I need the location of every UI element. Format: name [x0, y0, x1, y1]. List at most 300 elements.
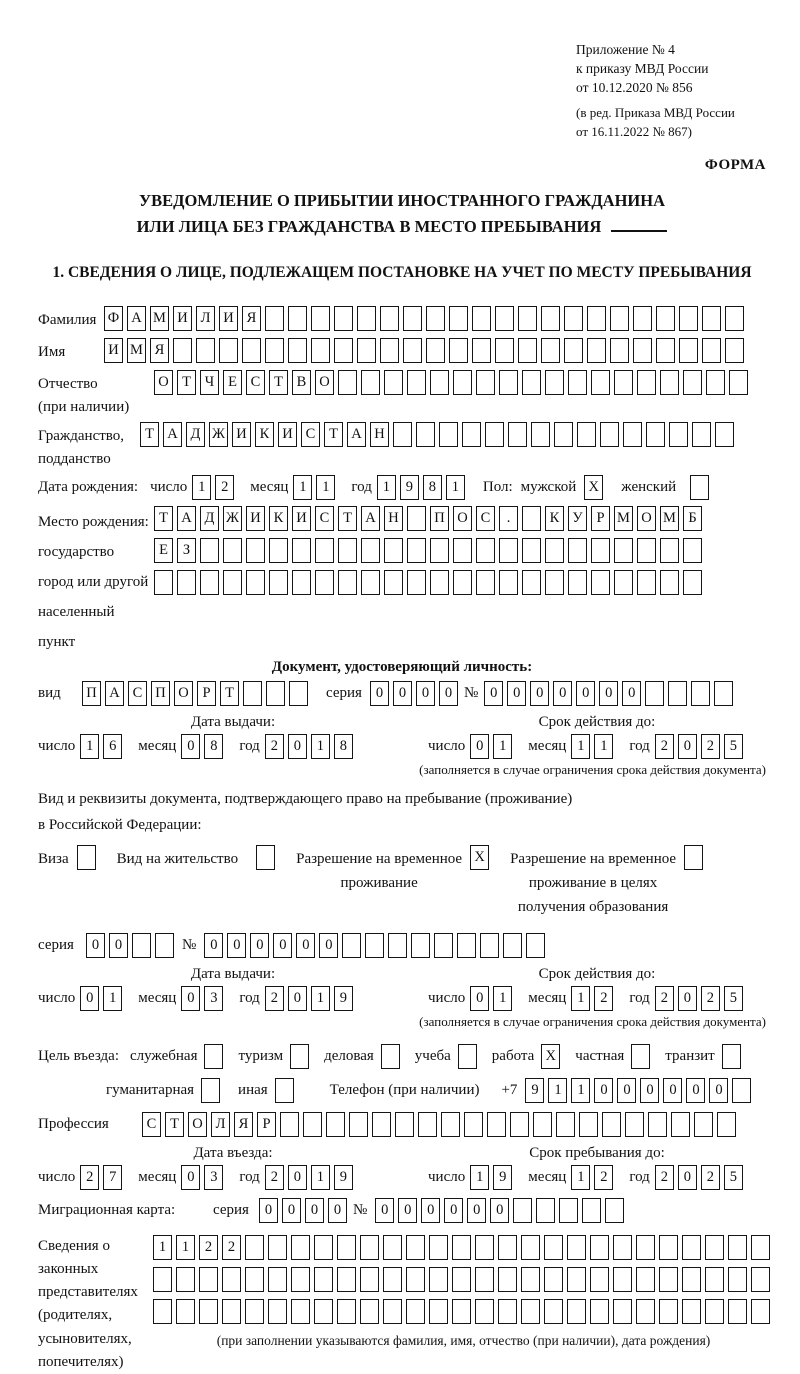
char-cell[interactable]: Р — [591, 506, 610, 531]
char-cell[interactable] — [292, 570, 311, 595]
char-cell[interactable] — [521, 1299, 540, 1324]
char-cell[interactable] — [314, 1299, 333, 1324]
char-cell[interactable] — [407, 538, 426, 563]
char-cell[interactable]: 0 — [273, 933, 292, 958]
char-cell[interactable]: В — [292, 370, 311, 395]
char-cell[interactable] — [669, 422, 688, 447]
sex-female-checkbox[interactable] — [690, 475, 709, 500]
char-cell[interactable]: О — [188, 1112, 207, 1137]
char-cell[interactable]: И — [246, 506, 265, 531]
char-cell[interactable] — [582, 1198, 601, 1223]
char-cell[interactable]: 2 — [199, 1235, 218, 1260]
char-cell[interactable] — [732, 1078, 751, 1103]
char-cell[interactable]: 1 — [571, 734, 590, 759]
char-cell[interactable] — [388, 933, 407, 958]
char-cell[interactable]: 0 — [470, 734, 489, 759]
char-cell[interactable] — [646, 422, 665, 447]
char-cell[interactable]: 2 — [265, 734, 284, 759]
char-cell[interactable]: 0 — [288, 1165, 307, 1190]
char-cell[interactable] — [568, 370, 587, 395]
char-cell[interactable]: И — [173, 306, 192, 331]
char-cell[interactable] — [268, 1267, 287, 1292]
char-cell[interactable]: У — [568, 506, 587, 531]
char-cell[interactable] — [636, 1267, 655, 1292]
char-cell[interactable]: 0 — [470, 986, 489, 1011]
char-cell[interactable] — [268, 1299, 287, 1324]
char-cell[interactable]: А — [163, 422, 182, 447]
char-cell[interactable] — [554, 422, 573, 447]
char-cell[interactable] — [380, 338, 399, 363]
char-cell[interactable] — [292, 538, 311, 563]
purpose-transit-checkbox[interactable] — [722, 1044, 741, 1069]
purpose-humanitarian-checkbox[interactable] — [201, 1078, 220, 1103]
char-cell[interactable] — [365, 933, 384, 958]
char-cell[interactable] — [683, 370, 702, 395]
char-cell[interactable] — [485, 422, 504, 447]
char-cell[interactable]: 0 — [663, 1078, 682, 1103]
char-cell[interactable] — [498, 1235, 517, 1260]
char-cell[interactable]: 9 — [400, 475, 419, 500]
char-cell[interactable]: 0 — [622, 681, 641, 706]
char-cell[interactable] — [495, 306, 514, 331]
char-cell[interactable] — [360, 1299, 379, 1324]
char-cell[interactable]: 9 — [334, 1165, 353, 1190]
char-cell[interactable] — [430, 538, 449, 563]
char-cell[interactable] — [636, 1299, 655, 1324]
char-cell[interactable] — [705, 1267, 724, 1292]
char-cell[interactable] — [715, 422, 734, 447]
char-cell[interactable]: 5 — [724, 1165, 743, 1190]
char-cell[interactable] — [522, 538, 541, 563]
char-cell[interactable]: 0 — [594, 1078, 613, 1103]
char-cell[interactable]: Т — [338, 506, 357, 531]
char-cell[interactable]: Л — [211, 1112, 230, 1137]
char-cell[interactable]: 1 — [571, 986, 590, 1011]
char-cell[interactable] — [682, 1299, 701, 1324]
char-cell[interactable] — [691, 681, 710, 706]
purpose-official-checkbox[interactable] — [204, 1044, 223, 1069]
char-cell[interactable] — [314, 1267, 333, 1292]
char-cell[interactable] — [568, 538, 587, 563]
char-cell[interactable] — [406, 1267, 425, 1292]
char-cell[interactable] — [403, 306, 422, 331]
char-cell[interactable]: 2 — [655, 986, 674, 1011]
char-cell[interactable] — [545, 538, 564, 563]
char-cell[interactable]: 0 — [86, 933, 105, 958]
char-cell[interactable] — [361, 570, 380, 595]
char-cell[interactable] — [245, 1299, 264, 1324]
char-cell[interactable] — [526, 933, 545, 958]
char-cell[interactable]: 0 — [181, 1165, 200, 1190]
char-cell[interactable]: 3 — [204, 1165, 223, 1190]
char-cell[interactable] — [280, 1112, 299, 1137]
char-cell[interactable] — [656, 338, 675, 363]
char-cell[interactable] — [418, 1112, 437, 1137]
char-cell[interactable]: 1 — [293, 475, 312, 500]
char-cell[interactable]: 0 — [282, 1198, 301, 1223]
char-cell[interactable]: К — [545, 506, 564, 531]
char-cell[interactable]: 2 — [655, 1165, 674, 1190]
char-cell[interactable]: 1 — [493, 734, 512, 759]
char-cell[interactable]: О — [174, 681, 193, 706]
char-cell[interactable] — [384, 370, 403, 395]
char-cell[interactable] — [349, 1112, 368, 1137]
char-cell[interactable] — [476, 370, 495, 395]
char-cell[interactable]: 1 — [377, 475, 396, 500]
char-cell[interactable] — [242, 338, 261, 363]
char-cell[interactable] — [587, 306, 606, 331]
char-cell[interactable] — [541, 306, 560, 331]
char-cell[interactable]: 0 — [328, 1198, 347, 1223]
char-cell[interactable]: Т — [177, 370, 196, 395]
char-cell[interactable] — [246, 538, 265, 563]
char-cell[interactable] — [498, 1299, 517, 1324]
char-cell[interactable]: 0 — [467, 1198, 486, 1223]
char-cell[interactable] — [487, 1112, 506, 1137]
char-cell[interactable]: П — [151, 681, 170, 706]
char-cell[interactable] — [541, 338, 560, 363]
char-cell[interactable] — [521, 1235, 540, 1260]
char-cell[interactable] — [200, 538, 219, 563]
char-cell[interactable]: М — [150, 306, 169, 331]
char-cell[interactable] — [380, 306, 399, 331]
char-cell[interactable]: И — [104, 338, 123, 363]
char-cell[interactable] — [660, 370, 679, 395]
char-cell[interactable]: С — [476, 506, 495, 531]
char-cell[interactable]: Я — [234, 1112, 253, 1137]
char-cell[interactable]: 0 — [250, 933, 269, 958]
char-cell[interactable] — [714, 681, 733, 706]
char-cell[interactable] — [441, 1112, 460, 1137]
purpose-private-checkbox[interactable] — [631, 1044, 650, 1069]
char-cell[interactable] — [361, 370, 380, 395]
char-cell[interactable]: 2 — [80, 1165, 99, 1190]
char-cell[interactable]: 0 — [709, 1078, 728, 1103]
char-cell[interactable] — [602, 1112, 621, 1137]
char-cell[interactable] — [683, 570, 702, 595]
char-cell[interactable] — [452, 1267, 471, 1292]
char-cell[interactable] — [338, 538, 357, 563]
char-cell[interactable]: З — [177, 538, 196, 563]
char-cell[interactable] — [656, 306, 675, 331]
char-cell[interactable] — [545, 370, 564, 395]
char-cell[interactable] — [291, 1267, 310, 1292]
char-cell[interactable] — [636, 1235, 655, 1260]
char-cell[interactable] — [407, 570, 426, 595]
char-cell[interactable] — [462, 422, 481, 447]
purpose-business-checkbox[interactable] — [381, 1044, 400, 1069]
char-cell[interactable]: Е — [223, 370, 242, 395]
char-cell[interactable]: 1 — [470, 1165, 489, 1190]
char-cell[interactable] — [288, 338, 307, 363]
char-cell[interactable] — [587, 338, 606, 363]
char-cell[interactable] — [728, 1267, 747, 1292]
char-cell[interactable] — [623, 422, 642, 447]
char-cell[interactable] — [434, 933, 453, 958]
char-cell[interactable]: 1 — [493, 986, 512, 1011]
char-cell[interactable]: Ч — [200, 370, 219, 395]
char-cell[interactable]: А — [177, 506, 196, 531]
char-cell[interactable]: 2 — [265, 1165, 284, 1190]
char-cell[interactable] — [222, 1299, 241, 1324]
char-cell[interactable]: Ж — [223, 506, 242, 531]
char-cell[interactable] — [291, 1235, 310, 1260]
char-cell[interactable] — [360, 1235, 379, 1260]
char-cell[interactable] — [269, 570, 288, 595]
char-cell[interactable]: 9 — [334, 986, 353, 1011]
char-cell[interactable] — [728, 1235, 747, 1260]
char-cell[interactable]: 0 — [109, 933, 128, 958]
char-cell[interactable] — [498, 1267, 517, 1292]
char-cell[interactable] — [613, 1235, 632, 1260]
char-cell[interactable]: П — [82, 681, 101, 706]
char-cell[interactable]: Я — [150, 338, 169, 363]
char-cell[interactable] — [303, 1112, 322, 1137]
char-cell[interactable]: И — [219, 306, 238, 331]
char-cell[interactable] — [559, 1198, 578, 1223]
char-cell[interactable]: 0 — [416, 681, 435, 706]
char-cell[interactable] — [472, 338, 491, 363]
char-cell[interactable]: Р — [197, 681, 216, 706]
char-cell[interactable]: 1 — [80, 734, 99, 759]
char-cell[interactable]: 5 — [724, 986, 743, 1011]
char-cell[interactable] — [411, 933, 430, 958]
char-cell[interactable] — [452, 1235, 471, 1260]
char-cell[interactable] — [679, 338, 698, 363]
char-cell[interactable]: 1 — [311, 1165, 330, 1190]
char-cell[interactable]: . — [499, 506, 518, 531]
char-cell[interactable] — [311, 306, 330, 331]
char-cell[interactable] — [314, 1235, 333, 1260]
char-cell[interactable] — [567, 1299, 586, 1324]
char-cell[interactable]: 0 — [296, 933, 315, 958]
char-cell[interactable]: 1 — [571, 1078, 590, 1103]
char-cell[interactable] — [671, 1112, 690, 1137]
char-cell[interactable]: 8 — [204, 734, 223, 759]
char-cell[interactable]: 0 — [507, 681, 526, 706]
char-cell[interactable] — [725, 306, 744, 331]
char-cell[interactable] — [522, 370, 541, 395]
char-cell[interactable]: 0 — [319, 933, 338, 958]
char-cell[interactable] — [702, 338, 721, 363]
char-cell[interactable] — [342, 933, 361, 958]
char-cell[interactable] — [564, 306, 583, 331]
char-cell[interactable]: 0 — [617, 1078, 636, 1103]
char-cell[interactable] — [751, 1267, 770, 1292]
char-cell[interactable]: М — [614, 506, 633, 531]
char-cell[interactable]: 0 — [678, 986, 697, 1011]
char-cell[interactable] — [475, 1299, 494, 1324]
char-cell[interactable]: Р — [257, 1112, 276, 1137]
char-cell[interactable] — [357, 306, 376, 331]
char-cell[interactable] — [403, 338, 422, 363]
edu-temp-residence-permit-checkbox[interactable] — [684, 845, 703, 870]
char-cell[interactable] — [567, 1267, 586, 1292]
char-cell[interactable] — [544, 1299, 563, 1324]
char-cell[interactable] — [637, 538, 656, 563]
char-cell[interactable]: Б — [683, 506, 702, 531]
char-cell[interactable] — [556, 1112, 575, 1137]
char-cell[interactable]: 1 — [153, 1235, 172, 1260]
char-cell[interactable] — [338, 570, 357, 595]
char-cell[interactable] — [633, 338, 652, 363]
char-cell[interactable] — [659, 1235, 678, 1260]
char-cell[interactable]: 0 — [370, 681, 389, 706]
char-cell[interactable] — [625, 1112, 644, 1137]
char-cell[interactable] — [407, 370, 426, 395]
char-cell[interactable]: 0 — [393, 681, 412, 706]
char-cell[interactable]: Л — [196, 306, 215, 331]
char-cell[interactable] — [637, 370, 656, 395]
char-cell[interactable] — [291, 1299, 310, 1324]
char-cell[interactable] — [222, 1267, 241, 1292]
char-cell[interactable] — [429, 1267, 448, 1292]
char-cell[interactable]: 1 — [594, 734, 613, 759]
purpose-work-checkbox[interactable]: X — [541, 1044, 560, 1069]
char-cell[interactable] — [476, 538, 495, 563]
char-cell[interactable]: 1 — [548, 1078, 567, 1103]
char-cell[interactable] — [338, 370, 357, 395]
char-cell[interactable]: С — [301, 422, 320, 447]
char-cell[interactable] — [518, 338, 537, 363]
char-cell[interactable] — [199, 1299, 218, 1324]
char-cell[interactable] — [265, 338, 284, 363]
char-cell[interactable] — [196, 338, 215, 363]
char-cell[interactable]: 1 — [571, 1165, 590, 1190]
char-cell[interactable] — [395, 1112, 414, 1137]
char-cell[interactable]: Д — [200, 506, 219, 531]
char-cell[interactable] — [269, 538, 288, 563]
char-cell[interactable]: 2 — [701, 734, 720, 759]
char-cell[interactable] — [705, 1235, 724, 1260]
char-cell[interactable] — [522, 570, 541, 595]
sex-male-checkbox[interactable]: X — [584, 475, 603, 500]
char-cell[interactable] — [449, 306, 468, 331]
char-cell[interactable]: А — [127, 306, 146, 331]
char-cell[interactable] — [645, 681, 664, 706]
char-cell[interactable] — [751, 1235, 770, 1260]
char-cell[interactable]: Т — [324, 422, 343, 447]
char-cell[interactable] — [383, 1267, 402, 1292]
char-cell[interactable] — [384, 570, 403, 595]
char-cell[interactable]: 0 — [181, 734, 200, 759]
char-cell[interactable] — [475, 1267, 494, 1292]
char-cell[interactable]: 3 — [204, 986, 223, 1011]
char-cell[interactable] — [659, 1299, 678, 1324]
residence-permit-checkbox[interactable] — [256, 845, 275, 870]
char-cell[interactable] — [613, 1299, 632, 1324]
char-cell[interactable] — [521, 1267, 540, 1292]
char-cell[interactable] — [476, 570, 495, 595]
char-cell[interactable]: 1 — [103, 986, 122, 1011]
char-cell[interactable] — [430, 570, 449, 595]
char-cell[interactable]: 7 — [103, 1165, 122, 1190]
char-cell[interactable]: 0 — [553, 681, 572, 706]
char-cell[interactable] — [266, 681, 285, 706]
char-cell[interactable]: 0 — [288, 734, 307, 759]
char-cell[interactable] — [495, 338, 514, 363]
char-cell[interactable]: 0 — [640, 1078, 659, 1103]
char-cell[interactable]: С — [315, 506, 334, 531]
char-cell[interactable]: А — [105, 681, 124, 706]
char-cell[interactable] — [265, 306, 284, 331]
char-cell[interactable]: 0 — [80, 986, 99, 1011]
char-cell[interactable]: И — [278, 422, 297, 447]
char-cell[interactable]: Я — [242, 306, 261, 331]
char-cell[interactable] — [682, 1235, 701, 1260]
char-cell[interactable]: 9 — [525, 1078, 544, 1103]
char-cell[interactable] — [510, 1112, 529, 1137]
char-cell[interactable]: 2 — [222, 1235, 241, 1260]
char-cell[interactable] — [337, 1267, 356, 1292]
char-cell[interactable]: 0 — [484, 681, 503, 706]
char-cell[interactable] — [289, 681, 308, 706]
char-cell[interactable] — [579, 1112, 598, 1137]
char-cell[interactable]: 8 — [423, 475, 442, 500]
char-cell[interactable] — [533, 1112, 552, 1137]
char-cell[interactable]: 2 — [594, 1165, 613, 1190]
char-cell[interactable] — [219, 338, 238, 363]
char-cell[interactable]: 0 — [181, 986, 200, 1011]
char-cell[interactable] — [564, 338, 583, 363]
char-cell[interactable] — [725, 338, 744, 363]
char-cell[interactable] — [357, 338, 376, 363]
char-cell[interactable]: Т — [220, 681, 239, 706]
char-cell[interactable] — [384, 538, 403, 563]
char-cell[interactable] — [705, 1299, 724, 1324]
char-cell[interactable] — [288, 306, 307, 331]
purpose-tourism-checkbox[interactable] — [290, 1044, 309, 1069]
char-cell[interactable] — [682, 1267, 701, 1292]
char-cell[interactable]: Т — [269, 370, 288, 395]
char-cell[interactable]: М — [127, 338, 146, 363]
char-cell[interactable]: Т — [154, 506, 173, 531]
char-cell[interactable] — [610, 306, 629, 331]
char-cell[interactable] — [503, 933, 522, 958]
char-cell[interactable] — [334, 306, 353, 331]
char-cell[interactable] — [590, 1235, 609, 1260]
char-cell[interactable]: 2 — [594, 986, 613, 1011]
char-cell[interactable]: 0 — [444, 1198, 463, 1223]
char-cell[interactable]: О — [453, 506, 472, 531]
char-cell[interactable] — [660, 538, 679, 563]
char-cell[interactable] — [430, 370, 449, 395]
char-cell[interactable]: О — [637, 506, 656, 531]
char-cell[interactable]: 1 — [446, 475, 465, 500]
char-cell[interactable] — [499, 570, 518, 595]
char-cell[interactable]: 0 — [204, 933, 223, 958]
char-cell[interactable] — [406, 1299, 425, 1324]
char-cell[interactable] — [315, 538, 334, 563]
char-cell[interactable] — [153, 1267, 172, 1292]
char-cell[interactable]: 0 — [530, 681, 549, 706]
char-cell[interactable]: 0 — [227, 933, 246, 958]
char-cell[interactable]: С — [128, 681, 147, 706]
char-cell[interactable]: И — [232, 422, 251, 447]
char-cell[interactable] — [706, 370, 725, 395]
char-cell[interactable] — [315, 570, 334, 595]
char-cell[interactable] — [176, 1299, 195, 1324]
char-cell[interactable] — [568, 570, 587, 595]
char-cell[interactable] — [453, 370, 472, 395]
char-cell[interactable] — [246, 570, 265, 595]
char-cell[interactable]: Т — [165, 1112, 184, 1137]
char-cell[interactable] — [334, 338, 353, 363]
char-cell[interactable]: 1 — [311, 986, 330, 1011]
char-cell[interactable] — [605, 1198, 624, 1223]
char-cell[interactable] — [692, 422, 711, 447]
purpose-study-checkbox[interactable] — [458, 1044, 477, 1069]
